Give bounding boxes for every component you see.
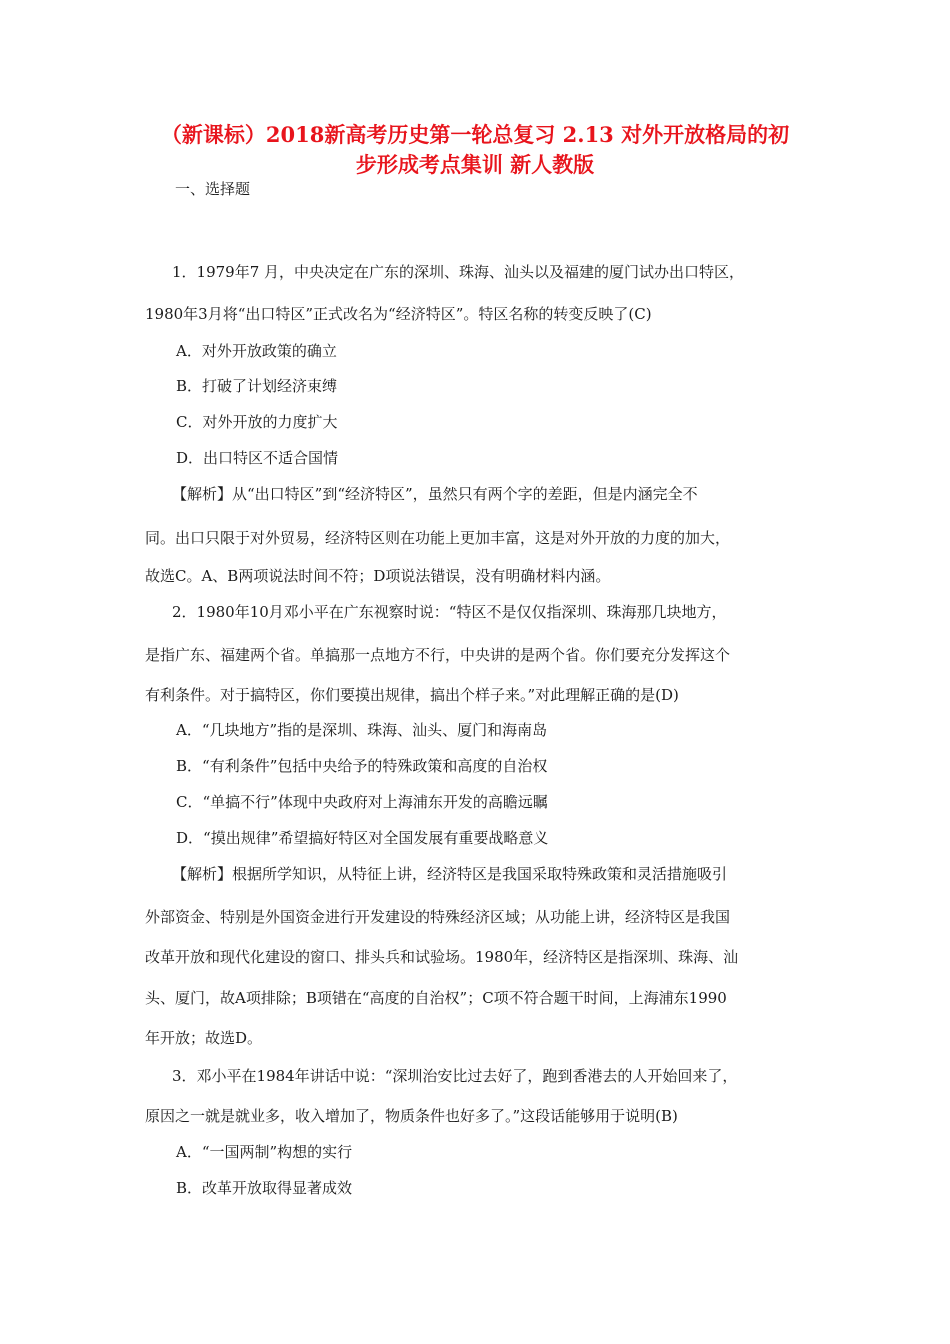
option-d: D．出口特区不适合国情 <box>176 449 339 467</box>
question-stem-line: 有利条件。对于搞特区，你们要摸出规律，搞出个样子来。”对此理解正确的是(D) <box>145 686 679 704</box>
analysis-line: 同。出口只限于对外贸易，经济特区则在功能上更加丰富，这是对外开放的力度的加大， <box>145 529 731 547</box>
analysis-line: 头、厦门，故A项排除；B项错在“高度的自治权”；C项不符合题干时间，上海浦东1990 <box>145 989 727 1007</box>
question-stem-line: 3．邓小平在1984年讲话中说：“深圳治安比过去好了，跑到香港去的人开始回来了， <box>172 1067 738 1085</box>
analysis-line: 外部资金、特别是外国资金进行开发建设的特殊经济区域；从功能上讲，经济特区是我国 <box>145 908 731 926</box>
option-b: B．改革开放取得显著成效 <box>176 1179 353 1197</box>
option-d: D．“摸出规律”希望搞好特区对全国发展有重要战略意义 <box>176 829 549 847</box>
option-a: A．对外开放政策的确立 <box>176 342 337 360</box>
option-a: A．“几块地方”指的是深圳、珠海、汕头、厦门和海南岛 <box>176 721 548 739</box>
question-stem-line: 1．1979年7 月，中央决定在广东的深圳、珠海、汕头以及福建的厦门试办出口特区， <box>172 263 745 281</box>
document-title-line-2: 步形成考点集训 新人教版 <box>355 152 595 177</box>
question-stem-line: 2．1980年10月邓小平在广东视察时说：“特区不是仅仅指深圳、珠海那几块地方， <box>172 603 727 621</box>
question-stem-line: 是指广东、福建两个省。单搞那一点地方不行，中央讲的是两个省。你们要充分发挥这个 <box>145 646 731 664</box>
analysis-line: 【解析】根据所学知识，从特征上讲，经济特区是我国采取特殊政策和灵活措施吸引 <box>172 865 728 883</box>
question-stem-line: 原因之一就是就业多，收入增加了，物质条件也好多了。”这段话能够用于说明(B) <box>145 1107 678 1125</box>
option-c: C．对外开放的力度扩大 <box>176 413 338 431</box>
analysis-line: 年开放；故选D。 <box>145 1029 263 1047</box>
question-stem-line: 1980年3月将“出口特区”正式改名为“经济特区”。特区名称的转变反映了(C) <box>145 305 652 323</box>
document-title-line-1: （新课标）2018新高考历史第一轮总复习 2.13 对外开放格局的初 <box>160 122 790 147</box>
analysis-line: 改革开放和现代化建设的窗口、排头兵和试验场。1980年，经济特区是指深圳、珠海、汕 <box>145 948 739 966</box>
option-a: A．“一国两制”构想的实行 <box>176 1143 353 1161</box>
analysis-line: 故选C。A、B两项说法时间不符；D项说法错误，没有明确材料内涵。 <box>145 567 611 585</box>
option-c: C．“单搞不行”体现中央政府对上海浦东开发的高瞻远瞩 <box>176 793 548 811</box>
section-heading: 一、选择题 <box>175 180 251 198</box>
option-b: B．“有利条件”包括中央给予的特殊政策和高度的自治权 <box>176 757 548 775</box>
analysis-line: 【解析】从“出口特区”到“经济特区”，虽然只有两个字的差距，但是内涵完全不 <box>172 485 698 503</box>
option-b: B．打破了计划经济束缚 <box>176 377 338 395</box>
